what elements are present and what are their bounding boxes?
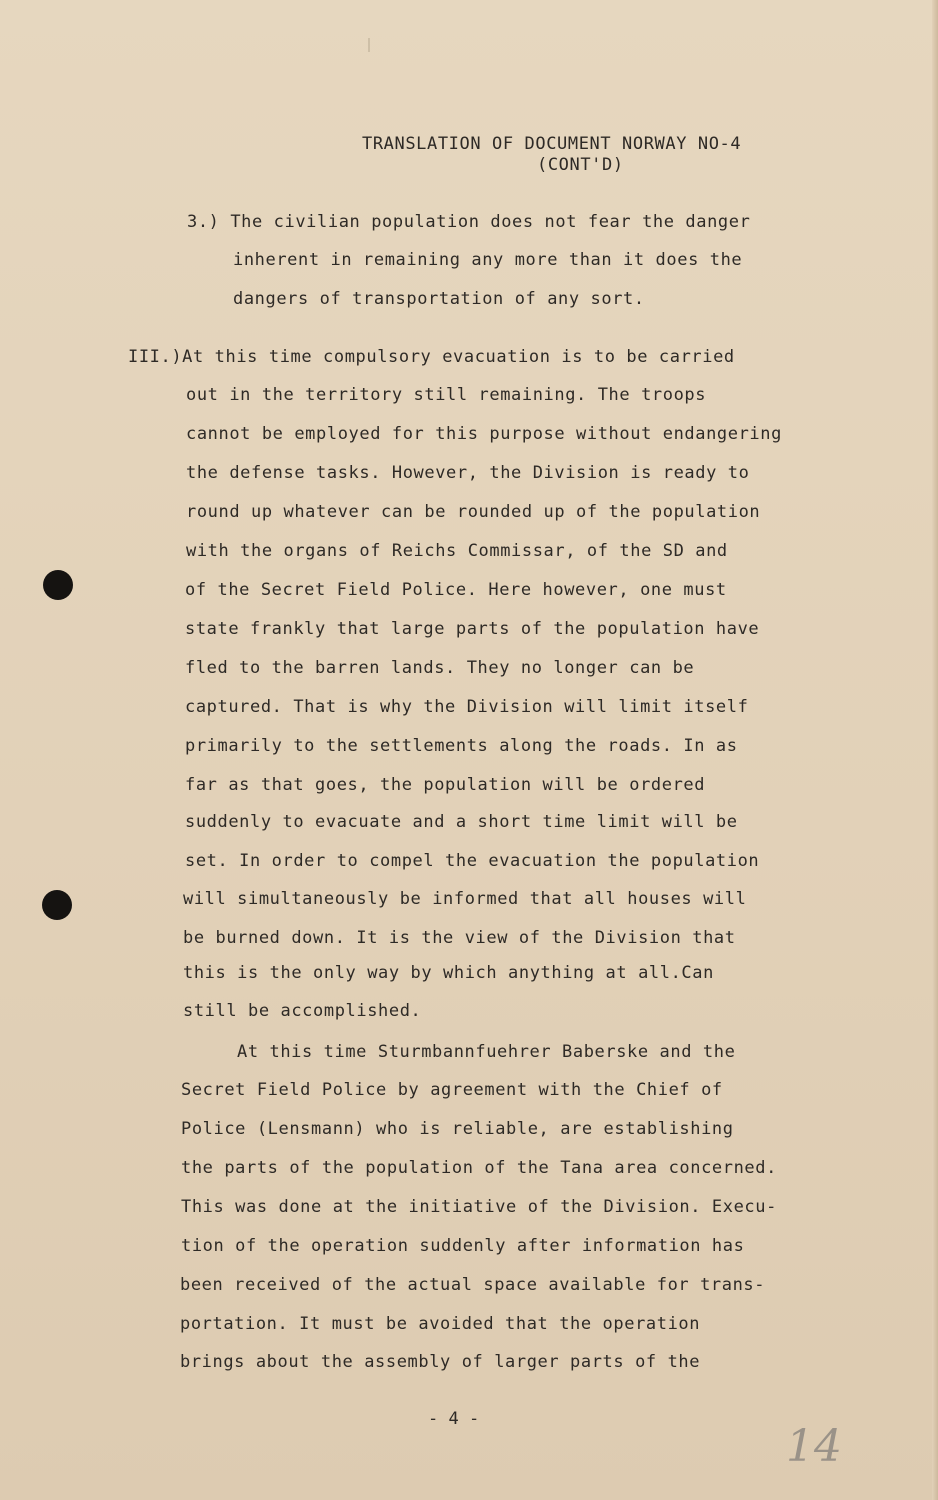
page-number: - 4 - [428, 1409, 480, 1429]
sectionIII-line: far as that goes, the population will be ordered [185, 775, 706, 795]
sectionIII-line: suddenly to evacuate and a short time limit will be [185, 812, 738, 832]
sectionIII-line: will simultaneously be informed that all houses will [183, 889, 747, 909]
sectionIII-line: out in the territory still remaining. The troops [186, 385, 707, 405]
sectionIII-line: round up whatever can be rounded up of the population [186, 502, 761, 522]
punch-hole-bottom [42, 890, 72, 920]
paragraph2-line: the parts of the population of the Tana area concerned. [181, 1158, 777, 1178]
sectionIII-line: cannot be employed for this purpose without endangering [186, 424, 782, 444]
sectionIII-line: state frankly that large parts of the population have [185, 619, 760, 639]
paragraph2-line: Secret Field Police by agreement with the Chief of [181, 1080, 723, 1100]
paragraph2-line: At this time Sturmbannfuehrer Baberske and the [237, 1042, 736, 1062]
paragraph2-line: been received of the actual space available for trans- [180, 1275, 766, 1295]
sectionIII-line: still be accomplished. [183, 1001, 422, 1021]
sectionIII-line: fled to the barren lands. They no longer can be [185, 658, 695, 678]
paragraph2-line: tion of the operation suddenly after information has [181, 1236, 745, 1256]
paper-edge [932, 0, 938, 1500]
section3-line: inherent in remaining any more than it does the [233, 250, 743, 270]
document-title: TRANSLATION OF DOCUMENT NORWAY NO-4 [362, 134, 742, 154]
sectionIII-line: set. In order to compel the evacuation the population [185, 851, 760, 871]
sectionIII-line: captured. That is why the Division will limit itself [185, 697, 749, 717]
sectionIII-line: III.)At this time compulsory evacuation is to be carried [128, 347, 735, 367]
sectionIII-line: primarily to the settlements along the roads. In as [185, 736, 738, 756]
sectionIII-line: with the organs of Reichs Commissar, of the SD and [186, 541, 728, 561]
sectionIII-line: the defense tasks. However, the Division is ready to [186, 463, 750, 483]
handwritten-page-number: 14 [786, 1421, 842, 1472]
paragraph2-line: portation. It must be avoided that the operation [180, 1314, 701, 1334]
sectionIII-line: this is the only way by which anything at all.Can [183, 963, 714, 983]
section3-line: 3.) The civilian population does not fear the danger [187, 212, 751, 232]
document-subtitle: (CONT'D) [537, 155, 624, 175]
punch-hole-top [43, 570, 73, 600]
paragraph2-line: This was done at the initiative of the Division. Execu- [181, 1197, 777, 1217]
sectionIII-line: be burned down. It is the view of the Division that [183, 928, 736, 948]
paragraph2-line: brings about the assembly of larger parts of the [180, 1352, 701, 1372]
sectionIII-line: of the Secret Field Police. Here however, one must [185, 580, 727, 600]
section3-line: dangers of transportation of any sort. [233, 289, 645, 309]
pencil-tick [366, 38, 372, 54]
paragraph2-line: Police (Lensmann) who is reliable, are establishing [181, 1119, 734, 1139]
